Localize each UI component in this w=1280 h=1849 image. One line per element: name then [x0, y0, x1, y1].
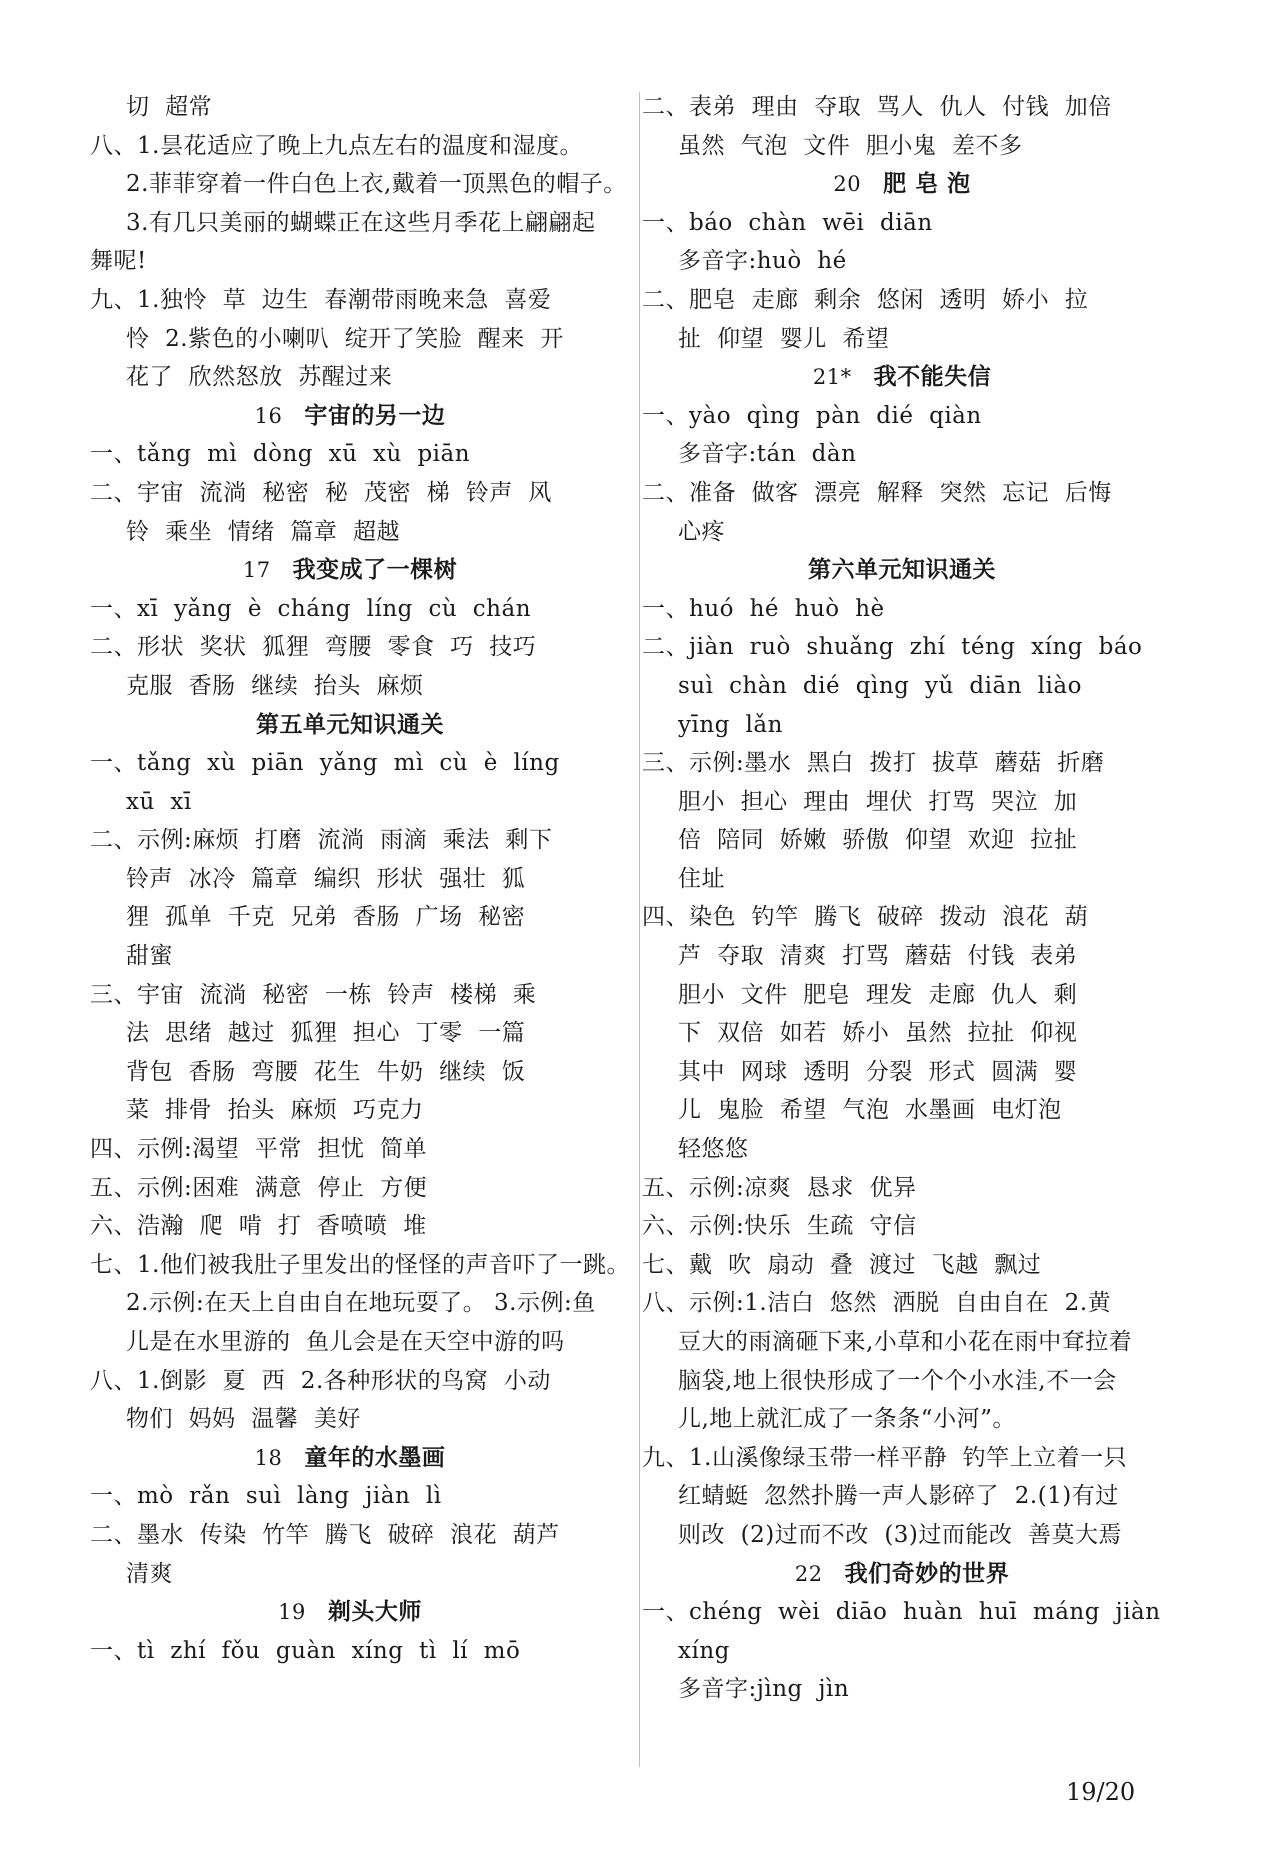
answer-line-continued: 红蜻蜓 忽然扑腾一声人影碎了 2.(1)有过: [678, 1483, 1119, 1510]
answer-line-continued: 儿 鬼脸 希望 气泡 水墨画 电灯泡: [678, 1097, 1062, 1124]
section-number: 18: [254, 1445, 283, 1470]
answer-line-continued: 胆小 担心 理由 埋伏 打骂 哭泣 加: [678, 788, 1078, 815]
answer-line: 舞呢!: [90, 248, 147, 275]
section-title-text: 宇宙的另一边: [304, 401, 446, 429]
answer-line: 九、1.独怜 草 边生 春潮带雨晚来急 喜爱: [90, 286, 552, 313]
left-column: [90, 88, 630, 1670]
answer-line: 一、chéng wèi diāo huàn huī máng jiàn: [642, 1599, 1161, 1626]
answer-line: 二、宇宙 流淌 秘密 秘 茂密 梯 铃声 风: [90, 479, 552, 506]
answer-line: 一、tì zhí fǒu guàn xíng tì lí mō: [90, 1637, 521, 1664]
section-title: [90, 1439, 610, 1478]
answer-line: 一、mò rǎn suì làng jiàn lì: [90, 1483, 442, 1510]
answer-line: 七、1.他们被我肚子里发出的怪怪的声音吓了一跳。: [90, 1251, 630, 1278]
answer-line-continued: 多音字:jìng jìn: [678, 1676, 850, 1703]
answer-line-continued: 心疼: [678, 518, 725, 545]
answer-line-continued: 芦 夺取 清爽 打骂 蘑菇 付钱 表弟: [678, 943, 1078, 970]
answer-line-continued: 清爽: [126, 1560, 173, 1587]
answer-line-continued: 胆小 文件 肥皂 理发 走廊 仇人 剩: [678, 981, 1078, 1008]
answer-line-continued: 多音字:huò hé: [678, 248, 847, 275]
answer-line-continued: 花了 欣然怒放 苏醒过来: [126, 364, 393, 391]
answer-line: 九、1.山溪像绿玉带一样平静 钓竿上立着一只: [642, 1444, 1128, 1471]
answer-line-continued: 豆大的雨滴砸下来,小草和小花在雨中耷拉着: [678, 1329, 1133, 1355]
answer-line-continued: 则改 (2)过而不改 (3)过而能改 善莫大焉: [678, 1521, 1123, 1548]
answer-line: 一、xī yǎng è cháng líng cù chán: [90, 595, 532, 622]
answer-line-continued: 其中 网球 透明 分裂 形式 圆满 婴: [678, 1058, 1078, 1085]
section-title-text: 我不能失信: [873, 363, 992, 391]
section-number: 19: [278, 1600, 306, 1625]
section-title: [90, 706, 610, 745]
answer-line-continued: 3.有几只美丽的蝴蝶正在这些月季花上翩翩起: [126, 209, 596, 236]
section-title: [90, 551, 610, 590]
answer-line: 六、浩瀚 爬 啃 打 香喷喷 堆: [90, 1213, 427, 1240]
answer-line-continued: 物们 妈妈 温馨 美好: [126, 1406, 361, 1433]
page-number: 19/20: [1066, 1778, 1136, 1806]
answer-line-continued: 铃 乘坐 情绪 篇章 超越: [126, 518, 400, 545]
answer-line-continued: 狸 孤单 千克 兄弟 香肠 广场 秘密: [126, 904, 526, 931]
answer-line-continued: 虽然 气泡 文件 胆小鬼 差不多: [678, 132, 1023, 159]
answer-line: 四、染色 钓竿 腾飞 破碎 拨动 浪花 葫: [642, 904, 1089, 931]
answer-line-continued: 克服 香肠 继续 抬头 麻烦: [126, 672, 424, 699]
answer-line: 一、huó hé huò hè: [642, 595, 885, 622]
answer-line-continued: 背包 香肠 弯腰 花生 牛奶 继续 饭: [126, 1058, 526, 1085]
answer-line-continued: 铃声 冰冷 篇章 编织 形状 强壮 狐: [126, 865, 526, 892]
answer-line: 二、表弟 理由 夺取 骂人 仇人 付钱 加倍: [642, 94, 1112, 120]
section-title: [642, 165, 1162, 204]
answer-line-continued: xū xī: [126, 788, 192, 815]
section-number: 16: [254, 403, 283, 428]
section-number: 20: [833, 172, 862, 197]
answer-line: 三、宇宙 流淌 秘密 一栋 铃声 楼梯 乘: [90, 981, 537, 1008]
answer-line: 二、示例:麻烦 打磨 流淌 雨滴 乘法 剩下: [90, 827, 553, 854]
answer-line-continued: 菜 排骨 抬头 麻烦 巧克力: [126, 1097, 424, 1124]
answer-line-continued: xíng: [678, 1637, 730, 1664]
answer-line: 三、示例:墨水 黑白 拨打 拔草 蘑菇 折磨: [642, 750, 1105, 777]
section-title-text: 肥 皂 泡: [883, 170, 971, 198]
answer-line: 二、jiàn ruò shuǎng zhí téng xíng báo: [642, 634, 1143, 661]
answer-line: 五、示例:困难 满意 停止 方便: [90, 1174, 428, 1201]
section-number: 17: [242, 558, 271, 583]
answer-line: 五、示例:凉爽 恳求 优异: [642, 1174, 917, 1201]
answer-line-continued: 住址: [678, 865, 725, 892]
section-title-text: 剃头大师: [327, 1598, 422, 1626]
answer-line-continued: 甜蜜: [126, 943, 173, 970]
section-title: [642, 358, 1162, 397]
answer-line: 二、准备 做客 漂亮 解释 突然 忘记 后悔: [642, 479, 1112, 506]
answer-line-continued: 儿,地上就汇成了一条条“小河”。: [678, 1406, 1016, 1433]
right-column: [642, 88, 1162, 1709]
section-title: [642, 1555, 1162, 1594]
answer-line: 一、tǎng xù piān yǎng mì cù è líng: [90, 750, 560, 777]
answer-line-continued: 儿是在水里游的 鱼儿会是在天空中游的吗: [126, 1329, 565, 1355]
answer-line-continued: 法 思绪 越过 狐狸 担心 丁零 一篇: [126, 1020, 526, 1047]
section-number: 21*: [812, 365, 852, 390]
section-title-text: 我们奇妙的世界: [844, 1559, 1010, 1587]
answer-line: 一、yào qìng pàn dié qiàn: [642, 402, 982, 429]
answer-line: 二、肥皂 走廊 剩余 悠闲 透明 娇小 拉: [642, 286, 1089, 313]
section-title-text: 我变成了一棵树: [292, 556, 458, 584]
section-number: 22: [794, 1561, 823, 1586]
answer-line: 七、戴 吹 扇动 叠 渡过 飞越 飘过: [642, 1251, 1042, 1278]
answer-line-continued: 扯 仰望 婴儿 希望: [678, 325, 890, 352]
answer-line-continued: 轻悠悠: [678, 1136, 749, 1163]
answer-line-continued: suì chàn dié qìng yǔ diān liào: [678, 672, 1082, 699]
answer-line: 六、示例:快乐 生疏 守信: [642, 1213, 917, 1240]
answer-line: 八、示例:1.洁白 悠然 洒脱 自由自在 2.黄: [642, 1290, 1112, 1317]
section-title: [90, 397, 610, 436]
answer-line-continued: 多音字:tán dàn: [678, 441, 857, 468]
section-title-text: 第六单元知识通关: [808, 556, 996, 584]
answer-line-continued: 2.菲菲穿着一件白色上衣,戴着一顶黑色的帽子。: [126, 171, 627, 198]
answer-line-continued: yīng lǎn: [678, 711, 783, 738]
answer-line-continued: 怜 2.紫色的小喇叭 绽开了笑脸 醒来 开: [126, 325, 564, 352]
section-title-text: 第五单元知识通关: [256, 710, 444, 738]
answer-line: 二、形状 奖状 狐狸 弯腰 零食 巧 技巧: [90, 634, 537, 661]
answer-line: 一、báo chàn wēi diān: [642, 209, 933, 236]
answer-line-continued: 脑袋,地上很快形成了一个个小水洼,不一会: [678, 1367, 1117, 1394]
answer-line-continued: 倍 陪同 娇嫩 骄傲 仰望 欢迎 拉扯: [678, 827, 1078, 854]
answer-line-continued: 下 双倍 如若 娇小 虽然 拉扯 仰视: [678, 1020, 1078, 1047]
section-title: [90, 1593, 610, 1632]
answer-line: 二、墨水 传染 竹竿 腾飞 破碎 浪花 葫芦: [90, 1521, 560, 1548]
answer-line: 八、1.倒影 夏 西 2.各种形状的鸟窝 小动: [90, 1367, 551, 1394]
answer-line: 四、示例:渴望 平常 担忧 简单: [90, 1136, 428, 1163]
answer-line: 一、tǎng mì dòng xū xù piān: [90, 441, 471, 468]
answer-line-continued: 切 超常: [126, 94, 213, 120]
section-title-text: 童年的水墨画: [304, 1443, 446, 1471]
answer-line-continued: 2.示例:在天上自由自在地玩耍了。 3.示例:鱼: [126, 1290, 596, 1317]
section-title: [642, 551, 1162, 590]
answer-line: 八、1.昙花适应了晚上九点左右的温度和湿度。: [90, 132, 583, 159]
column-divider: [639, 92, 640, 1767]
